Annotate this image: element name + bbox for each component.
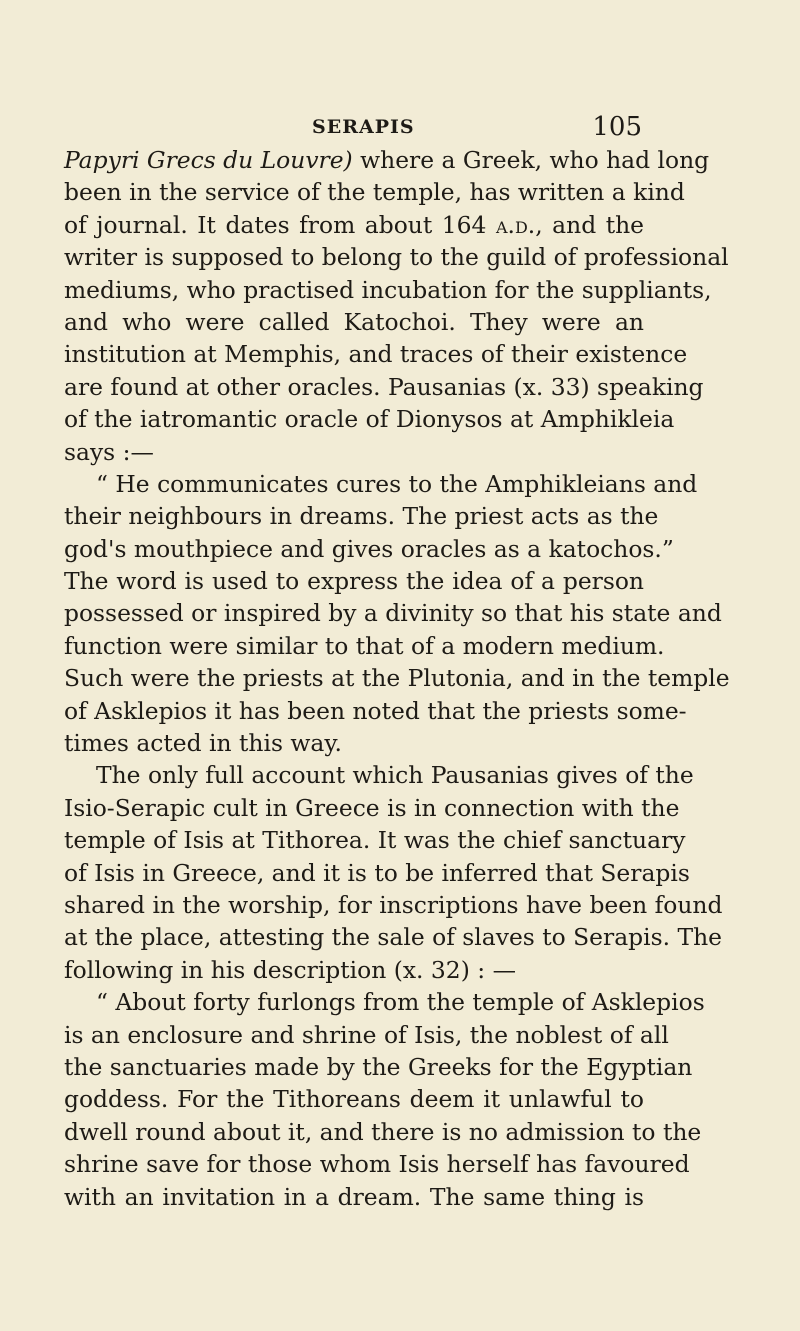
text-line: god's mouthpiece and gives oracles as a katochos.” [64,534,674,563]
text-line: says :— [64,437,154,466]
text-line: following in his description (x. 32) : — [64,955,516,984]
text-line: of Asklepios it has been noted that the priests some- [64,696,687,725]
text-line [64,209,644,241]
text-line: and who were called Katochoi. They were an [64,307,644,336]
body-text [64,144,730,1213]
text-line: possessed or inspired by a divinity so that his state and [64,599,722,628]
text-line: times acted in this way. [64,729,342,758]
text-line: is an enclosure and shrine of Isis, the noblest of all [64,1020,669,1049]
text-line: are found at other oracles. Pausanias (x. 33) speaking [64,372,704,401]
text-line-start: of journal. It dates from about 164 [64,210,496,239]
text-line: “ About forty furlongs from the temple of Asklepios [96,988,705,1017]
text-line-end: , and the [535,210,644,239]
text-line: at the place, attesting the sale of slaves to Serapis. The [64,923,722,952]
text-line: Isio-Serapic cult in Greece is in connection with the [64,793,680,822]
text-line [64,144,710,176]
text-line: mediums, who practised incubation for the suppliants, [64,275,712,304]
text-line: goddess. For the Tithoreans deem it unlawful to [64,1085,644,1114]
text-line: dwell round about it, and there is no admission to the [64,1117,702,1146]
text-line: shared in the worship, for inscriptions have been found [64,890,723,919]
text-line-rest: where a Greek, who had long [352,146,710,174]
text-line: of the iatromantic oracle of Dionysos at Amphikleia [64,405,675,434]
text-line: institution at Memphis, and traces of their existence [64,340,688,369]
text-line-italic: Papyri Grecs du Louvre) [64,146,353,174]
text-line: Such were the priests at the Plutonia, and in the temple [64,664,730,693]
text-line: “ He communicates cures to the Amphikleians and [96,469,698,498]
text-line: with an invitation in a dream. The same thing is [64,1182,644,1211]
text-line: their neighbours in dreams. The priest acts as the [64,502,659,531]
text-line: The only full account which Pausanias gives of the [96,761,694,790]
running-head [312,112,642,146]
page-number: 105 [592,112,642,142]
text-line: of Isis in Greece, and it is to be inferred that Serapis [64,858,690,887]
text-line: the sanctuaries made by the Greeks for the Egyptian [64,1052,693,1081]
running-title: SERAPIS [312,116,415,138]
text-line: The word is used to express the idea of a person [64,567,644,596]
text-line: shrine save for those whom Isis herself has favoured [64,1150,690,1179]
text-line: function were similar to that of a modern medium. [64,631,665,660]
text-line: writer is supposed to belong to the guild of professional [64,243,729,272]
text-line: been in the service of the temple, has written a kind [64,178,685,207]
text-line-smallcaps: a.d. [495,210,536,239]
text-line: temple of Isis at Tithorea. It was the chief sanctuary [64,826,686,855]
